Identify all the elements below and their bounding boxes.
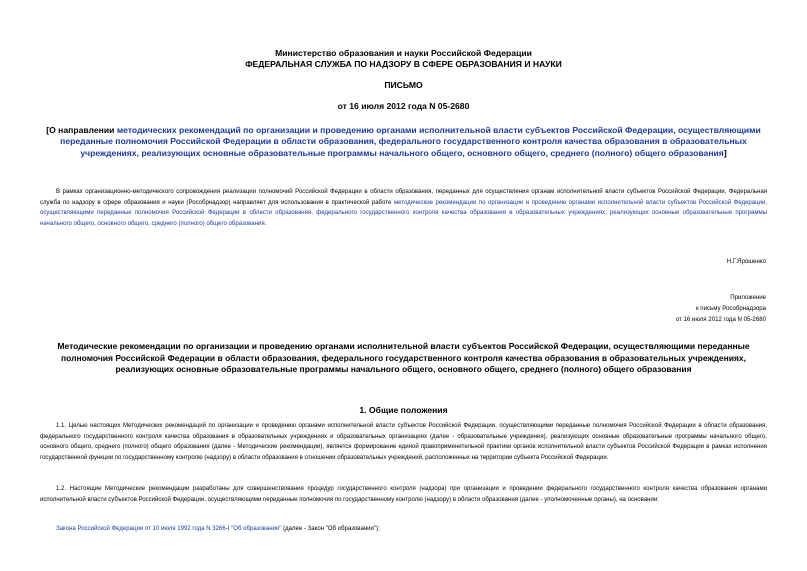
document-date-number: от 16 июля 2012 года N 05-2680 [337,101,470,111]
intro-end: . [264,220,267,227]
appendix-line-3: от 16 июля 2012 года N 05-2680 [675,316,766,323]
law-reference [56,526,380,532]
appendix-line-1: Приложение [730,294,766,301]
ministry-name: Министерство образования и науки Российской Федерации [275,48,532,58]
appendix-line-2: к письму Рособрнадзора [695,305,766,312]
intro-paragraph [40,187,767,229]
section-title: 1. Общие положения [359,405,448,415]
document-type: ПИСЬМО [384,80,423,90]
paragraph-1-2: 1.2. Настоящие Методические рекомендации разработаны для совершенствования процедур государственного контроля (надзора) при организации и проведении федерального государственного контроля качества образования органами исполнительной власти субъектов Российской Федерации, осуществляющими переданные полномочия по государственному контролю (надзору) в области образования (далее - уполномоченные органы), на основании: [40,486,767,503]
document-subject [42,125,765,159]
signature: Н.Г.Ярошенко [726,258,766,265]
recommendations-title: Методические рекомендации по организации и проведению органами исполнительной власти субъектов Российской Федерации, осуществляющими переданные полномочия Российской Федерации в области образования, федерального государственного контроля качества образования в образовательных учреждениях, реализующих основные образовательные программы начального общего, основного общего, среднего (полного) общего образования [57,341,750,375]
law-link[interactable]: Закона Российской Федерации от 10 июля 1992 года N 3266-I "Об образовании" [56,526,282,532]
subject-suffix: ] [723,147,727,158]
law-suffix: (далее - Закон "Об образовании"); [281,526,380,532]
subject-link[interactable]: методических рекомендаций по организации и проведению органами исполнительной власти субъектов Российской Федерации, осуществляющими переданные полномочия Российской Федерации в области образования, федерального государственного контроля качества образования в образовательных учреждениях, реализующих основные образовательные программы начального общего, основного общего, среднего (полного) общего образования [60,125,761,158]
appendix-block [676,292,766,325]
intro-recommendations-link[interactable]: методические рекомендации по организации и проведению органами исполнительной власти субъектов Российской Федерации, осуществляющими переданные полномочия Российской Федерации в области образования, федерального государственного контроля качества образования в образовательных учреждениях, реализующих основные образовательные программы начального общего, основного общего, среднего (полного) общего образования [40,199,767,227]
service-name: ФЕДЕРАЛЬНАЯ СЛУЖБА ПО НАДЗОРУ В СФЕРЕ ОБРАЗОВАНИЯ И НАУКИ [245,59,562,69]
subject-prefix: [О направлении [46,125,117,135]
intro-text: В рамках организационно-методического сопровождения реализации полномочий Российской Федерации в области образования, переданных для осуществления органам исполнительной власти субъектов Российской Федерации, Федеральная служба по надзору в сфере образования и науки (Рособрнадзор) направляет для использования в практической работе [40,189,767,206]
paragraph-1-1: 1.1. Целью настоящих Методических рекомендаций по организации и проведению органами исполнительной власти субъектов Российской Федерации, осуществляющими переданные полномочия Российской Федерации в области образования, федерального государственного контроля качества образования в образовательных учреждениях и образовательных организациях (далее - образовательные учреждения), реализующих основные образовательные программы начального общего, основного общего, среднего (полного) общего образования (далее - Методические рекомендации), является формирование единой правоприменительной практики органов исполнительной власти субъектов Российской Федерации в рамках исполнения государственной функции по государственному контролю (надзору) в области образования в отношении образовательных учреждений, расположенных на территории субъекта Российской Федерации. [40,423,767,461]
